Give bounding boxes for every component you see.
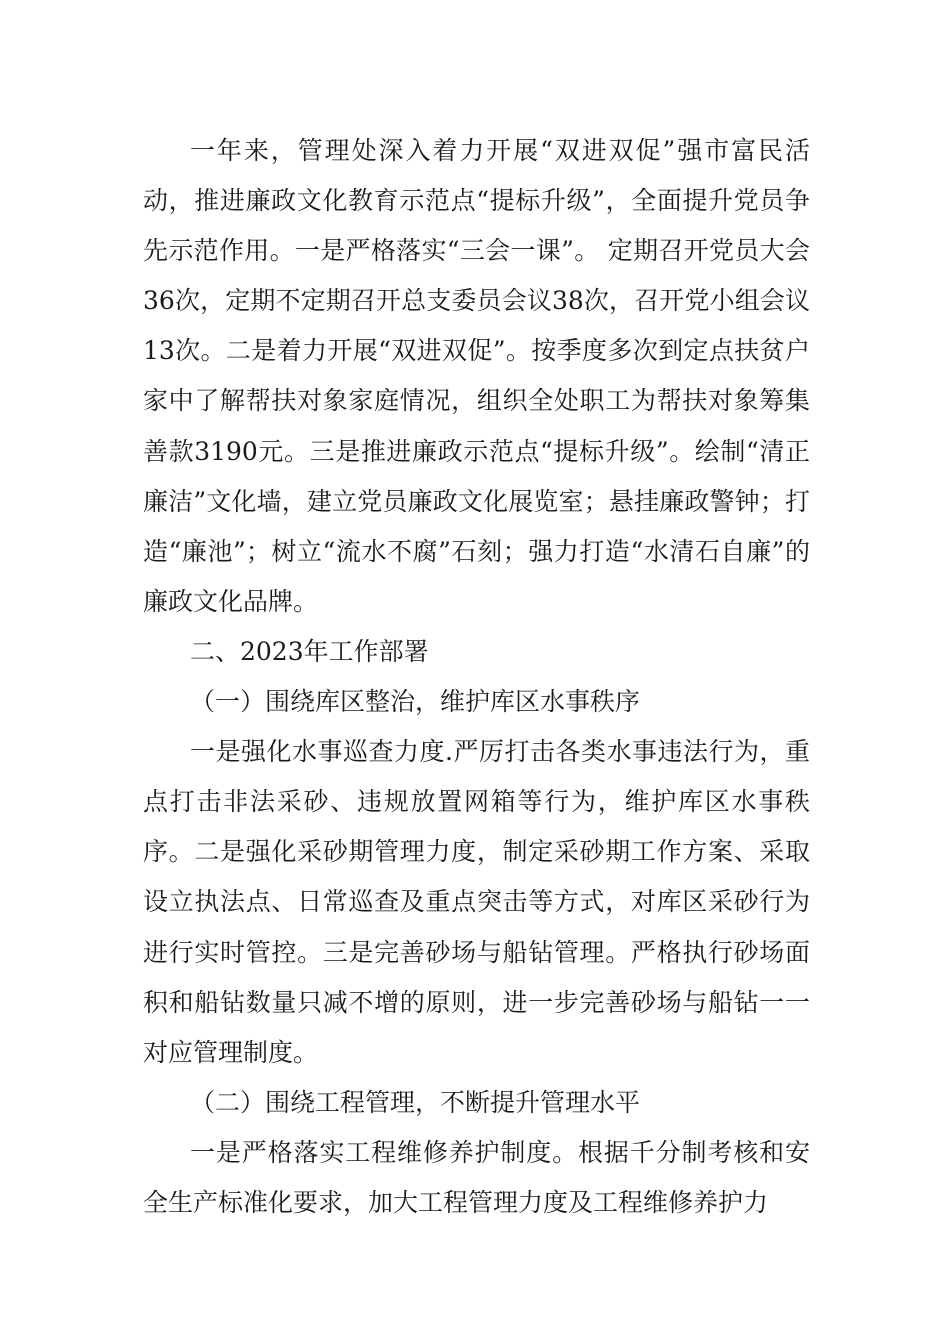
paragraph-reservoir-management: 一是强化水事巡查力度.严厉打击各类水事违法行为，重点打击非法采砂、违规放置网箱等行为，维护库区水事秩序。二是强化采砂期管理力度，制定采砂期工作方案、采取设立执法点、日常巡查及重点突击等方式，对库区采砂行为进行实时管控。三是完善砂场与船钻管理。严格执行砂场面积和船钻数量只减不增的原则，进一步完善砂场与船钻一一对应管理制度。 — [143, 737, 810, 1067]
subsection-heading-engineering: （二）围绕工程管理，不断提升管理水平 — [190, 1087, 641, 1117]
paragraph-engineering-maintenance: 一是严格落实工程维修养护制度。根据千分制考核和安全生产标准化要求，加大工程管理力度及工程维修养护力 — [143, 1137, 810, 1217]
paragraph-work-summary: 一年来，管理处深入着力开展“双进双促”强市富民活动，推进廉政文化教育示范点“提标升级”，全面提升党员争先示范作用。一是严格落实“三会一课”。 定期召开党员大会36次，定期不定期召开总支委员会议38次，召开党小组会议13次。二是着力开展“双进双促”。按季度多次到定点扶贫户家中了解帮扶对象家庭情况，组织全处职工为帮扶对象筹集善款3190元。三是推进廉政示范点“提标升级”。绘制“清正廉洁”文化墙，建立党员廉政文化展览室；悬挂廉政警钟；打造“廉池”；树立“流水不腐”石刻；强力打造“水清石自廉”的廉政文化品牌。 — [143, 136, 810, 616]
document-body — [143, 126, 810, 1228]
subsection-heading-reservoir: （一）围绕库区整治，维护库区水事秩序 — [190, 687, 641, 717]
section-heading-2023-plan: 二、2023年工作部署 — [190, 636, 429, 666]
